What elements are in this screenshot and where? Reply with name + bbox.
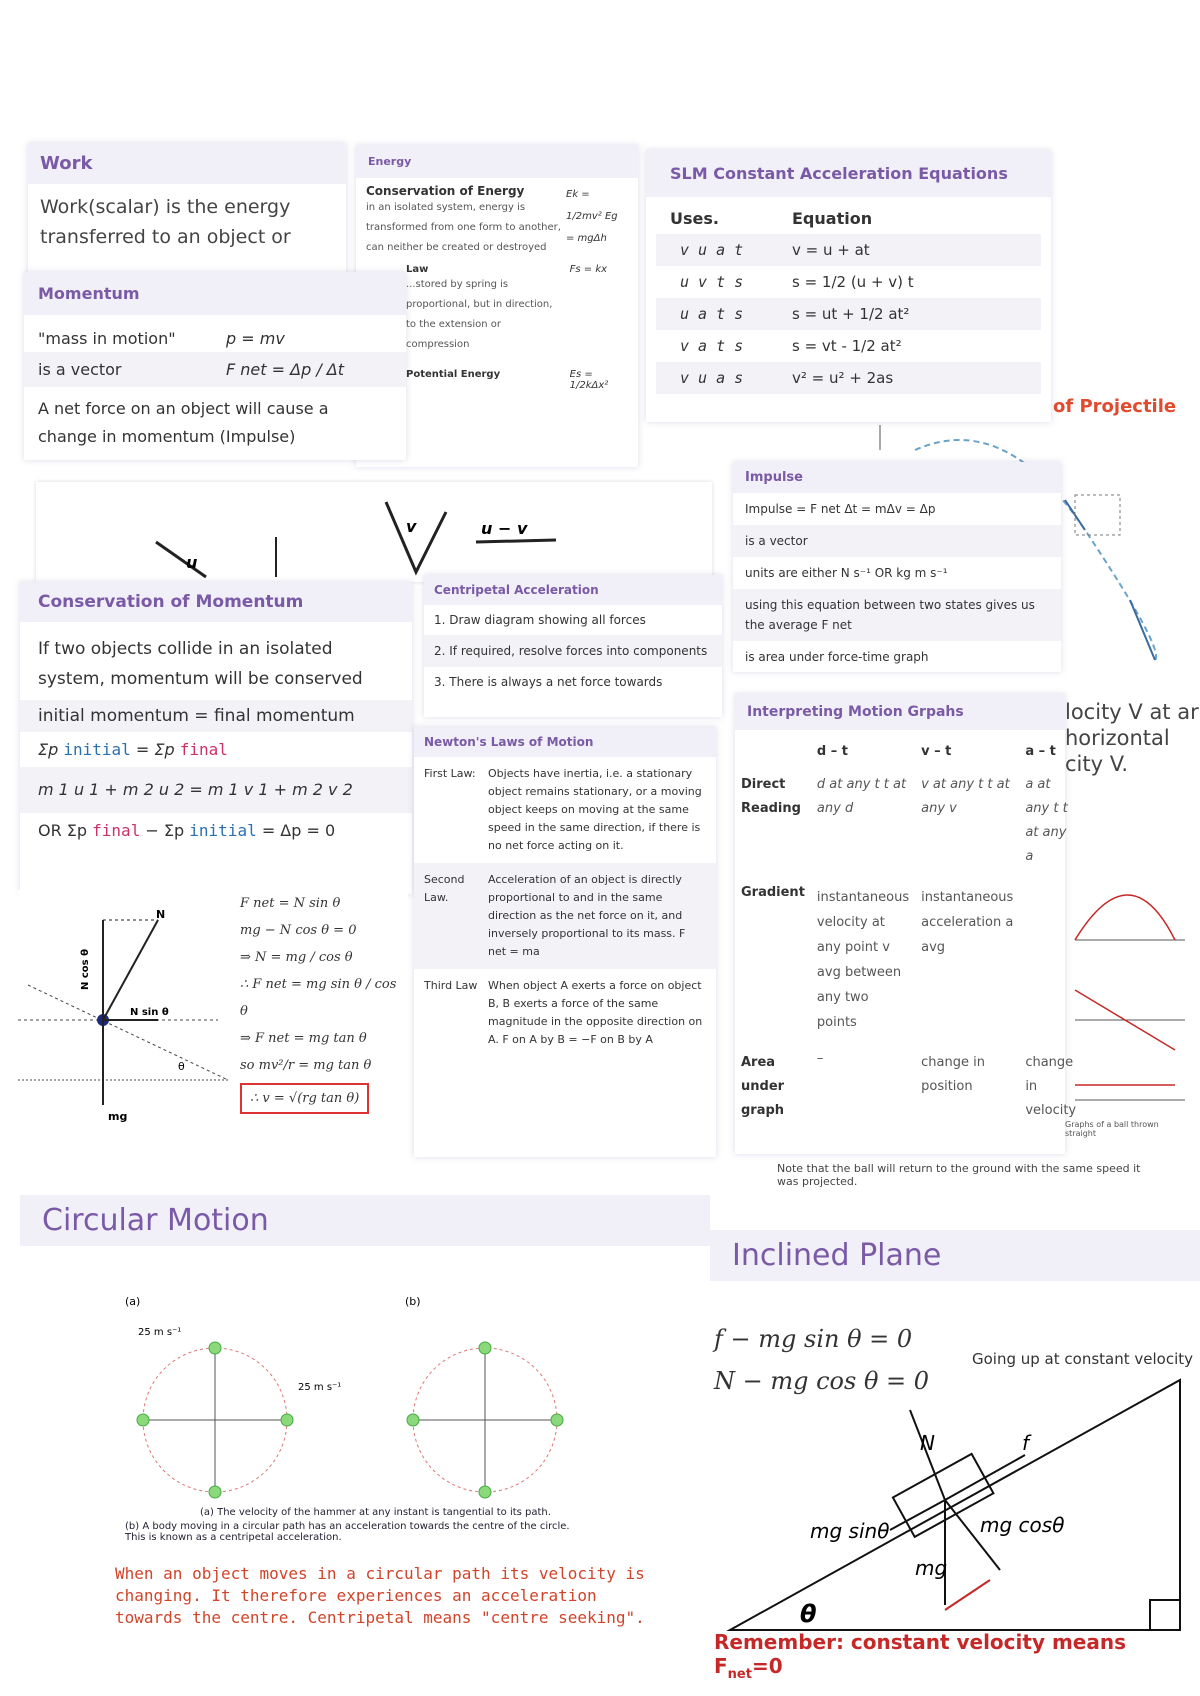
conservation-card [20, 582, 412, 894]
momentum-row [24, 352, 406, 387]
inclined-eq2: N − mg cos θ = 0 [714, 1367, 930, 1395]
conservation-or: OR Σp [38, 821, 88, 840]
centripetal-card [424, 575, 722, 717]
remember-end: =0 [751, 1654, 783, 1678]
impulse-card [733, 462, 1061, 672]
row-label: Gradient [741, 885, 805, 900]
slm-row [656, 330, 1041, 362]
circular-note [115, 1563, 645, 1629]
inclined-n: N [920, 1431, 935, 1455]
vector-diff-label: u − v [481, 519, 528, 538]
projectile-title: of Projectile [1053, 396, 1177, 417]
remember-text: Remember: constant velocity means F [714, 1630, 1126, 1678]
cell: a at any t t at any a [1025, 777, 1068, 864]
momentum-r2-left: is a vector [38, 360, 122, 379]
momentum-r1-right: p = mv [226, 329, 285, 348]
header-dt: d – t [816, 744, 848, 759]
header-at: a – t [1025, 744, 1056, 759]
momentum-r1-left: "mass in motion" [38, 329, 176, 348]
newton-law-text: Objects have inertia, i.e. a stationary object remains stationary, or a moving object keeps on moving at the same speed in the same direction, if there is no net force acting on it. [488, 767, 702, 852]
circular-caption-b: (b) A body moving in a circular path has an acceleration towards the centre of the circle. This is known as a centripetal acceleration. [125, 1521, 570, 1543]
energy-term: Conservation of Energy [366, 184, 525, 198]
speed-label: 25 m s⁻¹ [138, 1327, 182, 1338]
energy-desc: in an isolated system, energy is transformed from one form to another, can neither be created or destroyed [366, 202, 561, 253]
centripetal-item: 1. Draw diagram showing all forces [434, 613, 646, 627]
work-line2: transferred to an object or [40, 226, 291, 248]
inclined-mgcos: mg cosθ [980, 1513, 1065, 1537]
fig-a-label: (a) [125, 1295, 141, 1308]
inclined-title: Inclined Plane [710, 1230, 1200, 1281]
centripetal-item: 3. There is always a net force towards [434, 675, 663, 689]
projectile-text3: city V. [1065, 752, 1129, 776]
slm-rows [646, 234, 1051, 394]
projectile-graphs [1065, 860, 1195, 1120]
cell: v at any t t at any v [921, 777, 1010, 816]
impulse-row: is a vector [733, 525, 1061, 557]
impulse-rows [733, 493, 1061, 673]
fig-b-label: (b) [405, 1295, 421, 1308]
momentum-r2-right: F net = Δp / Δt [226, 360, 345, 379]
table-row [735, 765, 1082, 877]
projectile-text2: horizontal [1065, 726, 1170, 750]
inclined-remember [714, 1630, 1200, 1682]
momentum-title: Momentum [24, 272, 406, 315]
newton-law [414, 757, 716, 863]
circular-card [20, 1195, 710, 1691]
inclined-diagram [710, 1350, 1200, 1670]
projectile-note: Note that the ball will return to the ground with the same speed it was projected. [777, 1162, 1141, 1188]
centripetal-title: Centripetal Acceleration [424, 575, 722, 605]
banked-eq2: mg − N cos θ = 0 [240, 923, 357, 938]
banked-eq4: ∴ F net = mg sin θ / cos θ [240, 977, 397, 1019]
conservation-r4: m 1 u 1 + m 2 u 2 = m 1 v 1 + m 2 v 2 [20, 767, 412, 813]
inclined-eq1: f − mg sin θ = 0 [714, 1325, 913, 1353]
conservation-initial: initial [63, 740, 131, 759]
slm-row [656, 298, 1041, 330]
cell: – [816, 1051, 824, 1066]
slm-col-uses: Uses. [670, 209, 719, 228]
banked-eq6: so mv²/r = mg tan θ [240, 1058, 372, 1073]
centripetal-item: 2. If required, resolve forces into components [424, 635, 722, 667]
motion-graphs-card [735, 694, 1077, 1154]
impulse-row: using this equation between two states gives us the average F net [733, 589, 1061, 641]
cell: instantaneous velocity at any point v avg between any two points [816, 890, 910, 1030]
conservation-r2: initial momentum = final momentum [20, 700, 412, 732]
energy-formula: Fs = kx [569, 264, 608, 275]
circular-note-line: changing. It therefore experiences an acceleration [115, 1586, 597, 1605]
energy-desc: ...stored by spring is proportional, but in direction, to the extension or compression [406, 279, 553, 350]
conservation-zero: = Δp = 0 [261, 821, 336, 840]
slm-row [656, 266, 1041, 298]
conservation-title: Conservation of Momentum [20, 582, 412, 622]
conservation-sum-label: Σp [38, 740, 59, 759]
energy-term: Law [406, 264, 429, 275]
energy-formula: Ek = 1/2mv² Eg = mgΔh [566, 189, 618, 244]
slm-card [646, 150, 1051, 422]
slm-equation: s = 1/2 (u + v) t [792, 273, 914, 291]
newton-rows [414, 757, 716, 1057]
momentum-card [24, 272, 406, 460]
conservation-final: final [92, 821, 141, 840]
newton-law-text: When object A exerts a force on object B, B exerts a force of the same magnitude in the opposite direction on A. F on A by B = −F on B by A [488, 979, 703, 1046]
newton-law [414, 863, 716, 969]
inclined-mgsin: mg sinθ [810, 1519, 890, 1543]
table-row [735, 1043, 1082, 1131]
slm-equation: v = u + at [792, 241, 870, 259]
banked-curve [18, 890, 408, 1160]
newton-law-name: Third Law [424, 979, 478, 992]
banked-eq3: ⇒ N = mg / cos θ [240, 950, 353, 965]
cell: change in position [921, 1055, 985, 1094]
slm-row [656, 234, 1041, 266]
newton-law-name: First Law: [424, 767, 476, 780]
vector-u-label: u [186, 553, 198, 572]
energy-term: Potential Energy [406, 369, 501, 380]
slm-title: SLM Constant Acceleration Equations [646, 150, 1051, 197]
banked-ncos: N cos θ [80, 949, 91, 990]
slm-uses: v a t s [680, 337, 744, 355]
slm-equation: s = ut + 1/2 at² [792, 305, 910, 323]
slm-uses: u v t s [680, 273, 744, 291]
cell: d at any t t at any d [816, 777, 907, 816]
projectile-graph-caption: Graphs of a ball thrown straight [1065, 1120, 1159, 1138]
conservation-minus: − Σp [145, 821, 185, 840]
energy-formula: Es = 1/2kΔx² [569, 369, 609, 391]
energy-row [356, 178, 638, 258]
impulse-row: Impulse = F net Δt = mΔv = Δp [745, 502, 936, 516]
cell [1019, 877, 1082, 1043]
inclined-f: f [1022, 1431, 1030, 1455]
banked-eq5: ⇒ F net = mg tan θ [240, 1031, 367, 1046]
circular-note-line: When an object moves in a circular path its velocity is [115, 1564, 645, 1583]
row-label: Direct Reading [741, 777, 801, 816]
inclined-label: Going up at constant velocity [972, 1350, 1194, 1368]
slm-header-row [646, 197, 1051, 234]
banked-mg: mg [108, 1110, 128, 1123]
cell: instantaneous acceleration a avg [921, 890, 1014, 955]
impulse-row: is area under force-time graph [745, 650, 929, 664]
conservation-final: final [179, 740, 228, 759]
slm-equation: v² = u² + 2as [792, 369, 894, 387]
momentum-r3: A net force on an object will cause a change in momentum (Impulse) [38, 399, 329, 446]
inclined-theta: θ [800, 1600, 817, 1628]
newton-card [414, 727, 716, 1157]
banked-nsin: N sin θ [130, 1007, 169, 1018]
conservation-sum-label: = Σp [135, 740, 175, 759]
circular-caption-a: (a) The velocity of the hammer at any instant is tangential to its path. [200, 1507, 551, 1518]
projectile-text1: locity V at ar [1065, 700, 1199, 724]
banked-eq1: F net = N sin θ [240, 896, 341, 911]
work-line1: Work(scalar) is the energy [40, 196, 291, 218]
slm-uses: u a t s [680, 305, 744, 323]
cell: change in velocity [1025, 1055, 1077, 1118]
conservation-r1: If two objects collide in an isolated system, momentum will be conserved [38, 639, 363, 689]
newton-law [414, 969, 716, 1057]
conservation-r3 [20, 732, 412, 767]
slm-uses: v u a t [680, 241, 744, 259]
remember-sub: net [727, 1667, 752, 1682]
circular-title: Circular Motion [20, 1195, 710, 1246]
energy-title: Energy [356, 145, 638, 178]
header-vt: v – t [921, 744, 952, 759]
momentum-row [24, 315, 406, 352]
inclined-card [710, 1230, 1200, 1696]
slm-uses: v u a s [680, 369, 744, 387]
slm-equation: s = vt - 1/2 at² [792, 337, 902, 355]
row-label: Area under graph [741, 1055, 785, 1118]
banked-eq7: ∴ v = √(rg tan θ) [240, 1083, 369, 1114]
banked-theta: θ [178, 1060, 185, 1073]
motion-graphs-header [735, 738, 1082, 765]
conservation-initial: initial [189, 821, 257, 840]
vector-diagram [36, 482, 712, 582]
newton-title: Newton's Laws of Motion [414, 727, 716, 757]
vector-v-label: v [406, 517, 417, 536]
banked-n: N [156, 908, 166, 921]
newton-law-text: Acceleration of an object is directly proportional to and in the same direction as the net force on it, and inversely proportional to its mass. F net = ma [488, 873, 686, 958]
impulse-title: Impulse [733, 462, 1061, 493]
motion-graphs-table [735, 738, 1082, 1131]
conservation-r5 [20, 813, 412, 848]
circular-note-line: towards the centre. Centripetal means "centre seeking". [115, 1608, 645, 1627]
inclined-mg: mg [915, 1556, 948, 1580]
work-card [28, 143, 346, 273]
work-title: Work [28, 143, 346, 184]
newton-law-name: Second Law. [424, 873, 465, 904]
slm-col-equation: Equation [792, 209, 873, 228]
motion-graphs-title: Interpreting Motion Grpahs [735, 694, 1065, 730]
speed-label: 25 m s⁻¹ [298, 1382, 342, 1393]
table-row [735, 877, 1082, 1043]
impulse-row: units are either N s⁻¹ OR kg m s⁻¹ [745, 566, 948, 580]
banked-equations [240, 890, 408, 1114]
